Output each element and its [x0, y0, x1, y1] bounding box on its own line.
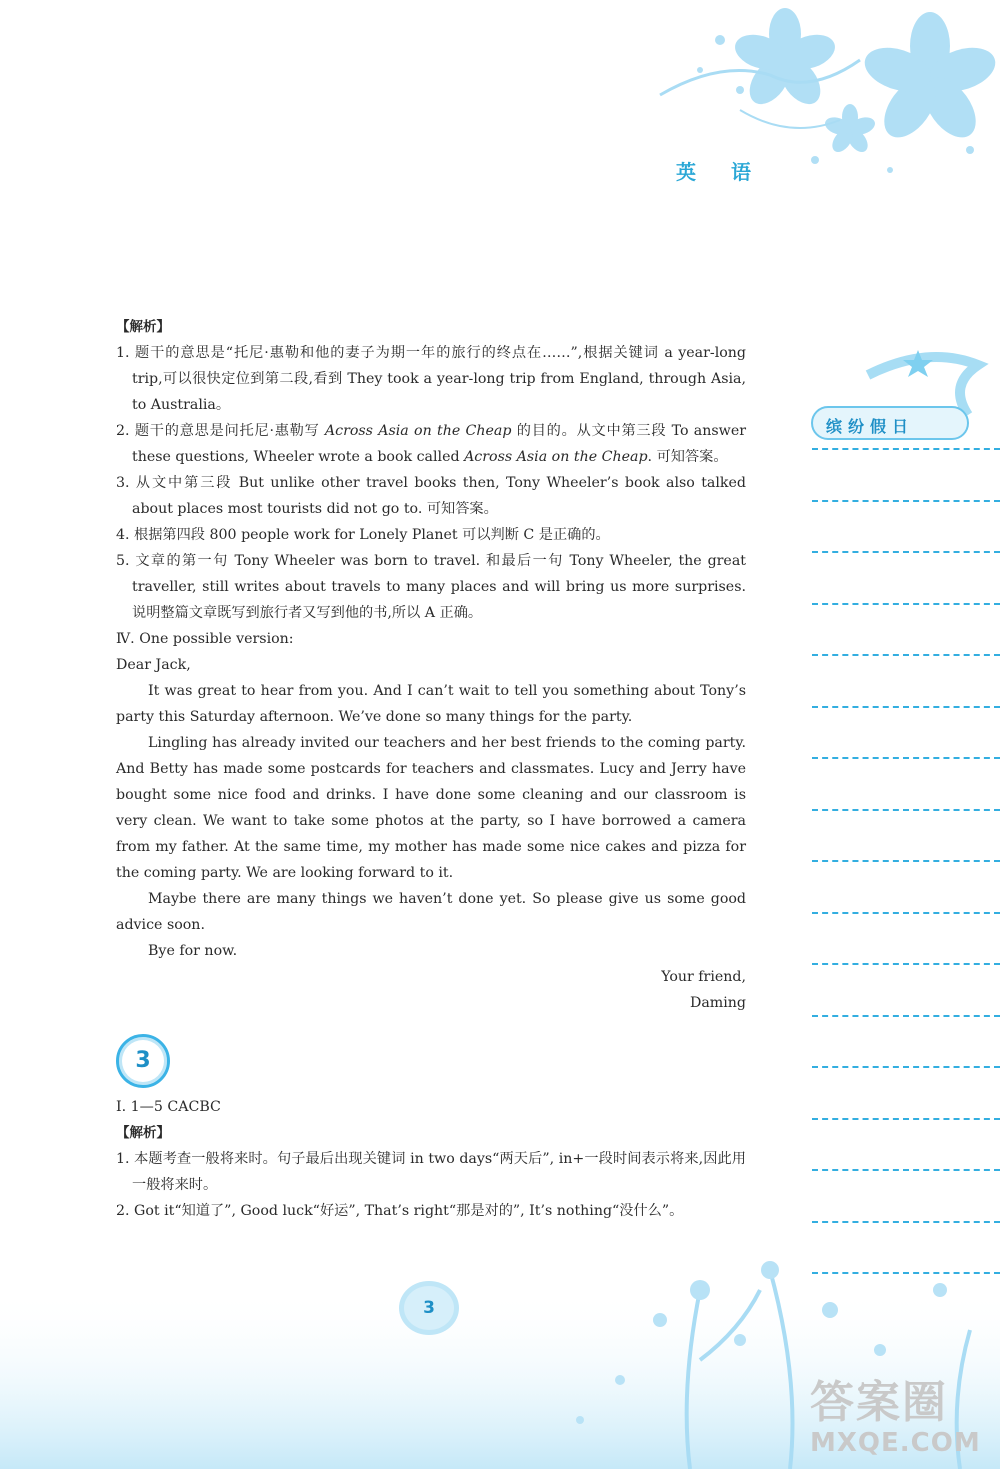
note-line: [812, 603, 1000, 605]
note-line: [812, 1221, 1000, 1223]
note-line: [812, 1066, 1000, 1068]
note-line: [812, 448, 1000, 450]
note-line: [812, 1118, 1000, 1120]
letter-bye: Bye for now.: [148, 943, 238, 959]
note-line: [812, 706, 1000, 708]
letter-paragraph: It was great to hear from you. And I can’t wait to tell you something about Tony’s party this Saturday afternoon. We’ve done so many things for the party.: [116, 683, 746, 725]
note-line: [812, 912, 1000, 914]
note-line: [812, 860, 1000, 862]
note-lines: [812, 448, 1000, 1324]
letter-greeting: Dear Jack,: [116, 657, 191, 673]
analysis-heading: 【解析】: [116, 1125, 170, 1141]
note-line: [812, 551, 1000, 553]
analysis-item: 1. 本题考查一般将来时。句子最后出现关键词 in two days“两天后”, in+一段时间表示将来,因此用一般将来时。: [116, 1151, 746, 1193]
letter-closing: Your friend,: [661, 969, 746, 985]
note-line: [812, 500, 1000, 502]
analysis-item: 5. 文章的第一句 Tony Wheeler was born to travel. 和最后一句 Tony Wheeler, the great traveller, still writes about travels to many places and will bring us more surprises. 说明整篇文章既写到旅行者又写到他的书,所以 A 正确。: [116, 553, 746, 621]
page-number: 3: [398, 1280, 460, 1336]
note-line: [812, 1169, 1000, 1171]
analysis-item: 3. 从文中第三段 But unlike other travel books then, Tony Wheeler’s book also talked about places most tourists did not go to. 可知答案。: [116, 475, 746, 517]
watermark-main: 答案圈: [810, 1377, 948, 1428]
answer-line: Ⅰ. 1—5 CACBC: [116, 1099, 221, 1115]
analysis-heading: 【解析】: [116, 319, 170, 335]
floral-decoration-top: [600, 0, 1000, 200]
lesson-number-badge: 3: [116, 1034, 170, 1088]
letter-paragraph: Lingling has already invited our teachers and her best friends to the coming party. And Betty has made some postcards for teachers and classmates. Lucy and Jerry have bought some nice food and drinks. I have done some cleaning and our classroom is very clean. We want to take some photos at the party, so I have borrowed a camera from my father. At the same time, my mother has made some nice cakes and pizza for the coming party. We are looking forward to it.: [116, 735, 746, 881]
subject-title: 英 语: [676, 160, 765, 184]
note-line: [812, 963, 1000, 965]
book-title: Across Asia on the Cheap: [324, 423, 512, 439]
watermark-sub: MXQE.COM: [810, 1428, 981, 1458]
main-content: [116, 314, 746, 1224]
analysis-item: 2. 题干的意思是问托尼·惠勒写 Across Asia on the Cheap 的目的。从文中第三段 To answer these questions, Wheeler wrote a book called Across Asia on the Cheap. 可知答案。: [116, 423, 746, 465]
analysis-item: 1. 题干的意思是“托尼·惠勒和他的妻子为期一年的旅行的终点在……”,根据关键词 a year-long trip,可以很快定位到第二段,看到 They took a year-long trip from England, through Asia, to Australia。: [116, 345, 746, 413]
note-line: [812, 757, 1000, 759]
watermark: [810, 1378, 990, 1458]
note-line: [812, 809, 1000, 811]
letter-paragraph: Maybe there are many things we haven’t done yet. So please give us some good advice soon.: [116, 891, 746, 933]
analysis-item: 2. Got it“知道了”, Good luck“好运”, That’s right“那是对的”, It’s nothing“没什么”。: [116, 1203, 684, 1219]
sidebar-title: 缤纷假日: [826, 417, 915, 436]
letter-signature: Daming: [689, 995, 746, 1011]
letter-intro: Ⅳ. One possible version:: [116, 631, 294, 647]
analysis-item: 4. 根据第四段 800 people work for Lonely Planet 可以判断 C 是正确的。: [116, 527, 610, 543]
book-title: Across Asia on the Cheap: [464, 449, 648, 465]
note-line: [812, 1015, 1000, 1017]
note-line: [812, 654, 1000, 656]
